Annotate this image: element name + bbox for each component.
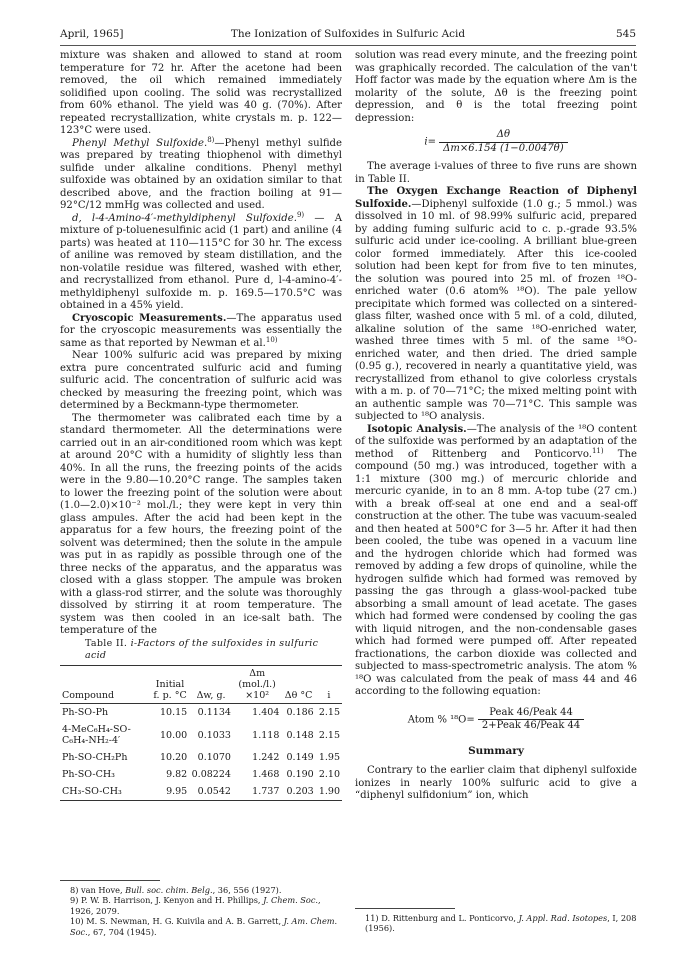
footnote-post: , 36, 556 (1927). bbox=[212, 885, 282, 895]
cell-dw: 0.1134 bbox=[197, 707, 231, 718]
summary-paragraph: Contrary to the earlier claim that diphenyl sulfoxide ionizes in nearly 100% sulfuric acid to give a “diphenyl sulfidonium” ion, which bbox=[355, 765, 637, 801]
cell-dw: 0.1070 bbox=[197, 752, 231, 763]
cell-dm: 1.404 bbox=[252, 707, 280, 718]
running-header bbox=[60, 28, 636, 42]
footnote-journal: J. Chem. Soc. bbox=[263, 895, 319, 906]
cell-i: 1.90 bbox=[316, 783, 342, 801]
cell-compound: Ph-SO-Ph bbox=[62, 707, 109, 718]
paragraph-body: —Diphenyl sulfoxide (1.0 g.; 5 mmol.) was dissolved in 10 ml. of 98.99% sulfuric acid, prepared by adding fuming sulfuric acid to c. p.-grade 93.5% sulfuric acid under ice-cooling. A brilliant blue-green color formed immediately. After this ice-cooled solution had been kept for from five to ten minutes, the solution was poured into 25 ml. of frozen ¹⁸O-enriched water (0.6 atom% ¹⁸O). The pale yellow precipitate which formed was collected on a sintered-glass filter, washed once with 5 ml. of a cold, diluted, alkaline solution of the same ¹⁸O-enriched water, washed three times with 5 ml. of the same ¹⁸O-enriched water, and then dried. The dried sample (0.95 g.), recovered in nearly a quantitative yield, was recrystallized from ethanol to give colorless crystals with a m. p. of 70—71°C; the mixed melting point with an authentic sample was 70—71°C. This sample was subjected to ¹⁸O analysis. bbox=[355, 198, 637, 422]
cell-dtheta: 0.186 bbox=[286, 707, 314, 718]
paragraph-thermometer: The thermometer was calibrated each time by a standard thermometer. All the determinations were carried out in an air-conditioned room which was kept at around 20°C with a humidity of slightly less than 40%. In all the runs, the freezing points of the acids were in the 9.80—10.20°C range. The samples taken to lower the freezing point of the solution were about (1.0—2.0)×10⁻² mol./l.; they were kept in very thin glass ampules. After the acid had been kept in the apparatus for a few hours, the freezing point of the solvent was determined; then the solute in the ampule was put in as rapidly as possible through one of the three necks of the apparatus, and the apparatus was closed with a glass stopper. The ampule was broken with a glass-rod stirrer, and the solute was thoroughly dissolved by stirring it at room temperature. The system was then cooled in an ice-salt bath. The temperature of the bbox=[60, 412, 342, 636]
cell-dm: 1.468 bbox=[252, 769, 280, 780]
paragraph-average-i: The average i-values of three to five runs are shown in Table II. bbox=[355, 161, 637, 185]
paragraph-body: —Phenyl methyl sulfide was prepared by treating thiophenol with dimethyl sulfide under alkaline conditions. Phenyl methyl sulfoxide was obtained by an oxidation similar to that described above, and the fraction boiling at 91—92°C/12 mmHg was collected and used. bbox=[60, 137, 342, 211]
equation-lhs: Atom % ¹⁸O= bbox=[407, 714, 475, 725]
cell-i: 2.15 bbox=[318, 729, 340, 741]
cell-compound: CH₃-SO-CH₃ bbox=[60, 783, 151, 801]
equation-denominator: 2+Peak 46/Peak 44 bbox=[481, 720, 581, 731]
cell-i: 1.95 bbox=[318, 752, 340, 763]
cell-fp: 10.15 bbox=[160, 707, 188, 718]
cell-dm: 1.242 bbox=[252, 752, 280, 763]
footnote bbox=[355, 913, 637, 934]
paragraph-isotopic bbox=[355, 424, 637, 699]
equation-numerator: Peak 46/Peak 44 bbox=[478, 707, 584, 721]
runin-title: d, l-4-Amino-4′-methyldiphenyl Sulfoxide. bbox=[72, 212, 297, 224]
cell-fp: 10.00 bbox=[160, 729, 188, 741]
footnote-num: 11) bbox=[365, 913, 382, 923]
summary-heading: Summary bbox=[468, 744, 524, 757]
table-ii bbox=[60, 638, 342, 801]
footnote-num: 9) bbox=[70, 895, 82, 906]
cell-dtheta: 0.203 bbox=[281, 783, 315, 801]
cell-compound: Ph-SO-CH₂Ph bbox=[62, 752, 128, 763]
table-row bbox=[60, 766, 342, 783]
col-header-dw: Δw, g. bbox=[189, 666, 233, 704]
runin-title: Cryoscopic Measurements. bbox=[72, 312, 227, 324]
cell-dtheta: 0.149 bbox=[286, 752, 314, 763]
paragraph-body: —The apparatus used for the cryoscopic measurements was essentially the same as that reported by Newman et al. bbox=[60, 312, 343, 349]
runin-title: Isotopic Analysis. bbox=[367, 423, 467, 435]
cell-dtheta: 0.148 bbox=[286, 729, 314, 741]
footnote-post: , 1926, 2079. bbox=[70, 895, 321, 916]
equation-denominator: Δm×6.154 (1−0.0047θ) bbox=[443, 142, 564, 154]
paragraph-body-cont: The compound (50 mg.) was introduced, together with a 1:1 mixture (300 mg.) of mercuric chloride and mercuric cyanide, in to an 8 mm. A-top tube (27 cm.) with a break off-seal at one end and a seal-off construction at the other. The tube was vacuum-sealed and then heated at 500°C for 3—5 hr. After it had then been cooled, the tube was opened in a vacuum line and the hydrogen chloride which had formed was removed by adding a few drops of quinoline, while the hydrogen sulfide which had formed was removed by passing the gas through a glass-wool-packed tube absorbing a small amount of lead acetate. The gases which had formed were condensed by cooling the gas with liquid nitrogen, and the non-condensable gases which had formed were pumped off. After repeated fractionations, the carbon dioxide was collected and subjected to mass-spectrometric analysis. The atom % ¹⁸O was calculated from the peak of mass 44 and 46 according to the following equation: bbox=[355, 448, 637, 697]
table-row bbox=[60, 749, 342, 766]
col-header-dtheta: Δθ °C bbox=[281, 666, 315, 704]
footnote bbox=[60, 885, 342, 895]
footnote bbox=[60, 916, 342, 937]
cell-fp: 10.20 bbox=[160, 752, 188, 763]
footnote bbox=[60, 895, 342, 916]
footnotes-left bbox=[60, 880, 342, 937]
ref-marker: 10) bbox=[265, 335, 278, 344]
paragraph-amino-sulfoxide bbox=[60, 210, 342, 313]
footnote-post: , I, 208 (1956). bbox=[365, 913, 637, 934]
equation-fraction bbox=[439, 129, 567, 155]
cell-dw: 0.08224 bbox=[191, 769, 231, 780]
footnote-pre: van Hove, bbox=[81, 885, 126, 895]
footnote-pre: P. W. B. Harrison, J. Kenyon and H. Phillips, bbox=[81, 895, 264, 906]
equation-fraction bbox=[478, 707, 584, 733]
paragraph-continued: mixture was shaken and allowed to stand at room temperature for 72 hr. After the acetone had been removed, the oil which remained immediately solidified upon cooling. The solid was recrystallized from 60% ethanol. The yield was 40 g. (70%). After repeated recrystallization, white crystals m. p. 122—123°C were used. bbox=[60, 50, 342, 136]
cell-i: 2.15 bbox=[318, 707, 340, 718]
cell-compound: 4-MeC₆H₄-SO-C₆H₄-NH₂-4′ bbox=[62, 724, 131, 746]
col-header-dm: Δm (mol./l.) ×10² bbox=[233, 666, 281, 704]
table-caption-text: i-Factors of the sulfoxides in sulfuric acid bbox=[85, 638, 319, 661]
table-caption-label: Table II. bbox=[85, 638, 128, 649]
cell-dtheta: 0.190 bbox=[286, 769, 314, 780]
footnote-num: 10) bbox=[70, 916, 87, 927]
footnote-pre: M. S. Newman, H. G. Kuivila and A. B. Garrett, bbox=[86, 916, 284, 927]
table-row bbox=[60, 783, 342, 801]
equation-lhs: i= bbox=[424, 136, 436, 148]
header-date: April, 1965] bbox=[60, 28, 124, 40]
footnote-journal: Bull. soc. chim. Belg. bbox=[125, 885, 213, 895]
paragraph-phenyl-methyl-sulfoxide bbox=[60, 135, 342, 213]
footnote-rule bbox=[60, 880, 160, 881]
cell-dm: 1.118 bbox=[252, 729, 280, 741]
cell-dm: 1.737 bbox=[233, 783, 281, 801]
paragraph-oxygen-exchange bbox=[355, 186, 637, 424]
footnote-list bbox=[355, 913, 637, 934]
paragraph-body: — A mixture of p-toluenesulfinic acid (1 part) and aniline (4 parts) was heated at 110—115°C for 30 hr. The excess of aniline was removed by steam distillation, and the non-volatile residue was filtered, washed with ether, and recrystallized from ethanol. Pure d, l-4-amino-4′-methyldiphenyl sulfoxide m. p. 169.5—170.5°C was obtained in a 45% yield. bbox=[60, 212, 342, 311]
paragraph-cryoscopic bbox=[60, 313, 342, 351]
table-body bbox=[60, 704, 342, 801]
right-column bbox=[355, 50, 637, 910]
paragraph-sulfuric-acid: Near 100% sulfuric acid was prepared by mixing extra pure concentrated sulfuric acid and fuming sulfuric acid. The concentration of sulfuric acid was checked by measuring the freezing point, which was determined by a Beckmann-type thermometer. bbox=[60, 350, 342, 411]
footnote-num: 8) bbox=[70, 885, 82, 895]
cell-dw: 0.0542 bbox=[189, 783, 233, 801]
footnote-journal: J. Appl. Rad. Isotopes bbox=[518, 913, 608, 923]
i-factor-table bbox=[60, 665, 342, 801]
ref-marker: 9) bbox=[296, 210, 305, 219]
cell-fp: 9.95 bbox=[151, 783, 189, 801]
equation-numerator: Δθ bbox=[439, 129, 567, 143]
footnote-list bbox=[60, 885, 342, 937]
ref-marker: 8) bbox=[207, 135, 215, 144]
header-rule bbox=[60, 45, 636, 46]
footnote-journal: J. Am. Chem. Soc. bbox=[70, 916, 338, 937]
table-caption bbox=[60, 638, 342, 662]
cell-dw: 0.1033 bbox=[197, 729, 231, 741]
col-header-i: i bbox=[316, 666, 342, 704]
footnote-pre: D. Rittenburg and L. Ponticorvo, bbox=[381, 913, 519, 923]
cell-i: 2.10 bbox=[318, 769, 340, 780]
paragraph-body: —The analysis of the ¹⁸O content of the sulfoxide was performed by an adaptation of the method of Rittenberg and Ponticorvo. bbox=[355, 423, 637, 460]
footnotes-right bbox=[355, 908, 637, 934]
vant-hoff-equation bbox=[355, 129, 637, 155]
col-header-compound: Compound bbox=[60, 666, 151, 704]
table-row bbox=[60, 704, 342, 722]
runin-title: The Oxygen Exchange Reaction of Diphenyl Sulfoxide. bbox=[355, 186, 637, 210]
table-row bbox=[60, 721, 342, 749]
header-title: The Ionization of Sulfoxides in Sulfuric Acid bbox=[230, 28, 466, 40]
col-header-fp: Initial f. p. °C bbox=[151, 666, 189, 704]
paragraph-continued: solution was read every minute, and the freezing point was graphically recorded. The calculation of the van't Hoff factor was made by the equation where Δm is the molarity of the solute, Δθ is the freezing point depression, and θ is the total freezing point depression: bbox=[355, 50, 637, 124]
cell-fp: 9.82 bbox=[166, 769, 188, 780]
atom-percent-equation bbox=[355, 707, 637, 733]
header-page-number: 545 bbox=[615, 28, 636, 40]
footnote-rule bbox=[355, 908, 455, 909]
ref-marker: 11) bbox=[591, 446, 604, 455]
runin-title: Phenyl Methyl Sulfoxide. bbox=[72, 137, 208, 149]
cell-compound: Ph-SO-CH₃ bbox=[62, 769, 115, 780]
footnote-post: , 67, 704 (1945). bbox=[87, 926, 157, 937]
